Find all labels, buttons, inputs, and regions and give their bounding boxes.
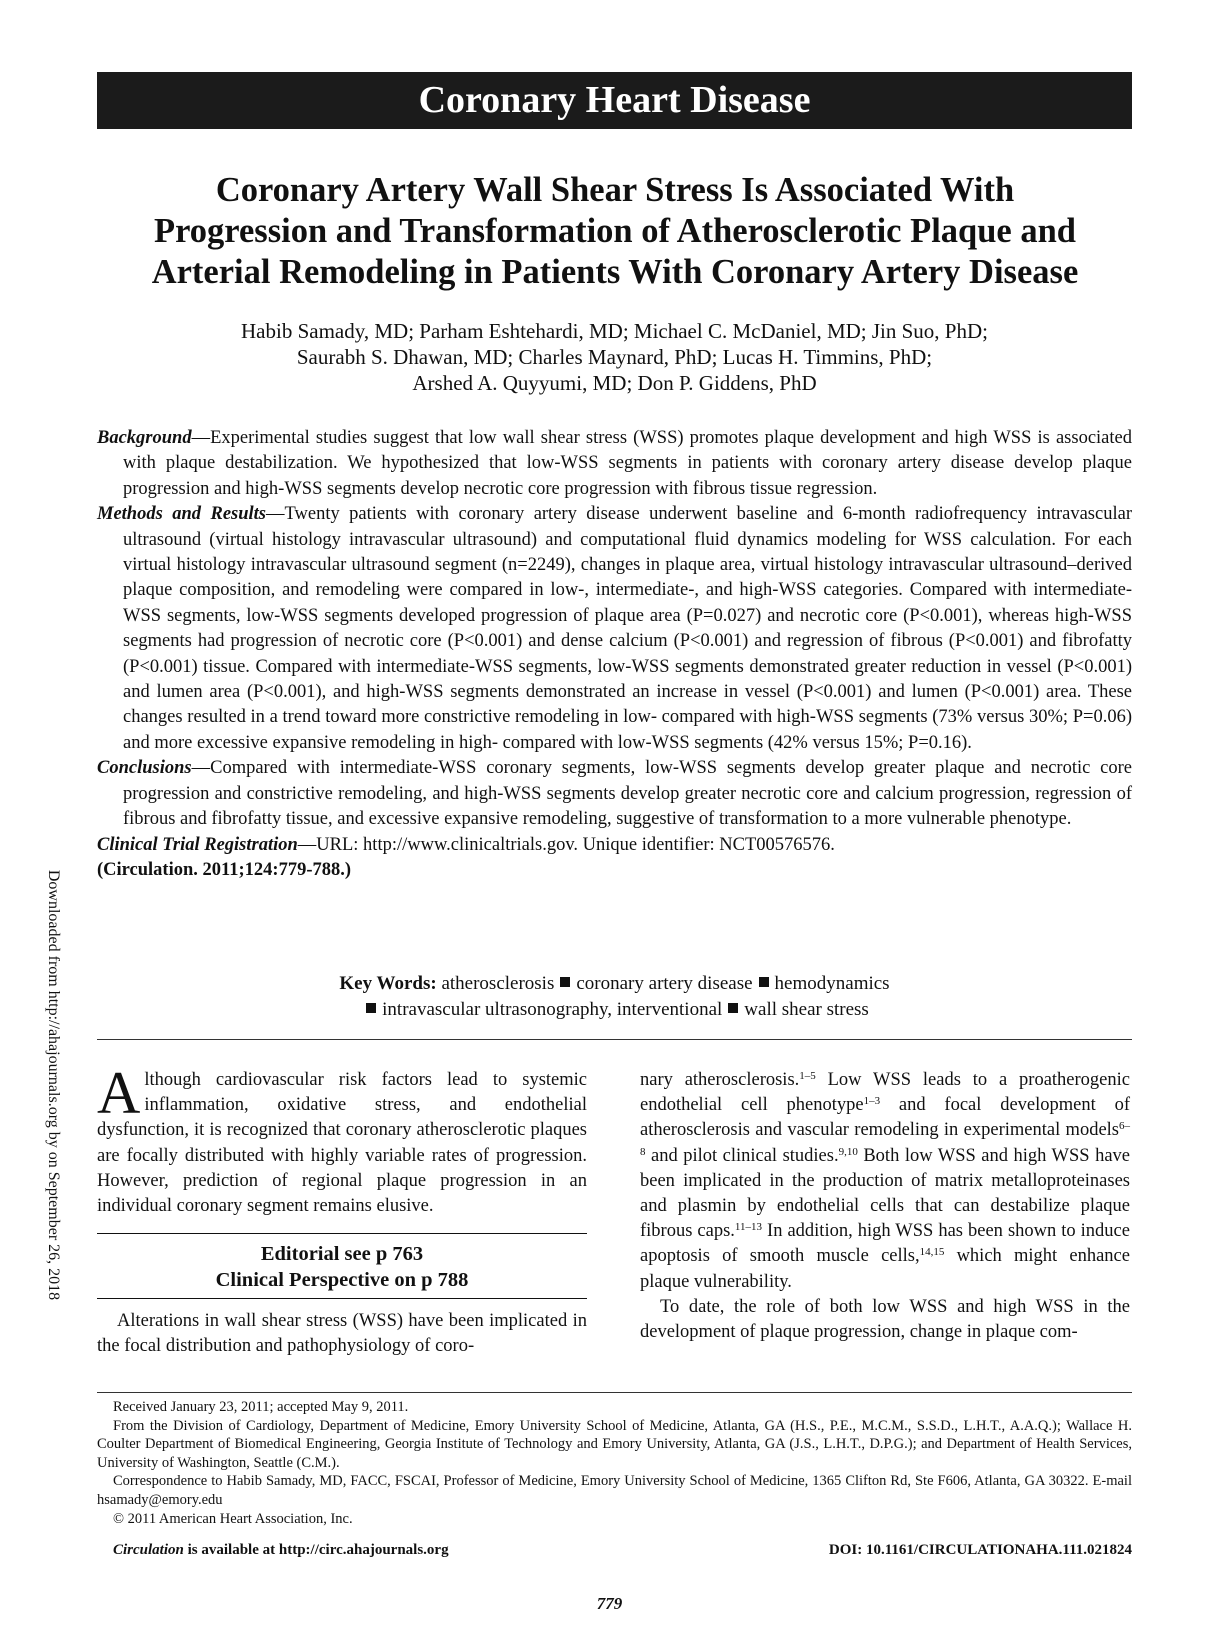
methods-text: —Twenty patients with coronary artery disease underwent baseline and 6-month radiofrequency intravascular ultrasound (virtual histology intravascular ultrasound) and computational fluid dynamics modeling for WSS calculation. For each virtual histology intravascular ultrasound segment (n=2249), changes in plaque area, virtual histology intravascular ultrasound–derived plaque composition, and remodeling were compared in low-, intermediate-, and high-WSS categories. Compared with intermediate-WSS segments, low-WSS segments developed progression of plaque area (P=0.027) and necrotic core (P<0.001), whereas high-WSS segments had progression of necrotic core (P<0.001) and dense calcium (P<0.001) and regression of fibrous (P<0.001) and fibrofatty (P<0.001) tissue. Compared with intermediate-WSS segments, low-WSS segments demonstrated greater reduction in vessel (P<0.001) and lumen area (P<0.001), and high-WSS segments demonstrated an increase in vessel (P<0.001) and lumen (P<0.001) area. These changes resulted in a trend toward more constrictive remodeling in low- compared with high-WSS segments (73% versus 30%; P=0.06) and more excessive expansive remodeling in high- compared with low-WSS segments (42% versus 15%; P=0.16). (123, 504, 1132, 753)
title-line: Progression and Transformation of Atherosclerotic Plaque and (154, 212, 1076, 250)
text-run: Low WSS leads to a proatherogenic endothelial cell phenotype (640, 1070, 1130, 1116)
section-banner: Coronary Heart Disease (97, 72, 1132, 129)
square-bullet-icon (728, 1003, 738, 1013)
text-run: nary atherosclerosis. (640, 1070, 800, 1090)
abstract-trial (97, 833, 1132, 858)
text-run: and pilot clinical studies. (645, 1145, 839, 1166)
editorial-link[interactable]: Editorial see p 763 (260, 1243, 424, 1266)
author-line: Habib Samady, MD; Parham Eshtehardi, MD; Michael C. McDaniel, MD; Jin Suo, PhD; (241, 319, 988, 343)
page-number: 779 (596, 1594, 623, 1613)
author-line: Arshed A. Quyyumi, MD; Don P. Giddens, PhD (412, 371, 817, 395)
footnote-received: Received January 23, 2011; accepted May 9, 2011. (113, 1399, 409, 1415)
clinical-perspective-link[interactable]: Clinical Perspective on p 788 (215, 1269, 469, 1292)
key-words-label: Key Words: (339, 973, 437, 994)
author-list (97, 318, 1132, 396)
abstract-methods (97, 502, 1132, 756)
square-bullet-icon (560, 977, 570, 987)
reference-link[interactable]: 14,15 (919, 1246, 945, 1259)
reference-link[interactable]: 1–3 (863, 1095, 881, 1108)
keyword: atherosclerosis (441, 973, 555, 994)
text-run: and focal development of atherosclerosis and vascular remodeling in experimental models (640, 1095, 1130, 1141)
journal-name: Circulation (113, 1542, 184, 1558)
intro-paragraph (97, 1060, 587, 1219)
footnote-copyright: © 2011 American Heart Association, Inc. (113, 1510, 353, 1527)
background-text: —Experimental studies suggest that low wall shear stress (WSS) promotes plaque development and high WSS is associated with plaque destabilization. We hypothesized that low-WSS segments in patients with coronary artery disease develop plaque progression and high-WSS segments develop necrotic core progression with fibrous tissue regression. (123, 428, 1132, 499)
footnote-divider (97, 1392, 1132, 1393)
abstract-background (97, 426, 1132, 502)
keyword: intravascular ultrasonography, interventional (382, 998, 723, 1020)
abstract-conclusions (97, 756, 1132, 832)
section-divider (97, 1039, 1132, 1040)
keyword: coronary artery disease (576, 973, 753, 994)
abstract (97, 426, 1132, 883)
trial-text: —URL: http://www.clinicaltrials.gov. Unique identifier: NCT00576576. (297, 834, 835, 855)
text-run: In addition, high WSS has been shown to induce apoptosis of smooth muscle cells, (640, 1221, 1130, 1267)
text-run: which might enhance plaque vulnerability. (640, 1246, 1130, 1292)
footnote-correspondence: Correspondence to Habib Samady, MD, FACC, FSCAI, Professor of Medicine, Emory University School of Medicine, 1365 Clifton Rd, Ste F606, Atlanta, GA 30322. E-mail hsamady@emory.edu (97, 1473, 1132, 1508)
footnote-affiliations: From the Division of Cardiology, Department of Medicine, Emory University School of Medicine, Atlanta, GA (H.S., P.E., M.C.M., S.S.D., L.H.T., A.A.Q.); Wallace H. Coulter Department of Biomedical Engineering, Georgia Institute of Technology and Emory University, Atlanta, GA (J.S., L.H.T., D.P.G.); and Department of Health Services, University of Washington, Seattle (C.M.). (97, 1417, 1132, 1471)
body-paragraph (640, 1068, 1130, 1295)
footnotes (97, 1398, 1132, 1528)
key-words-line-2 (97, 997, 1132, 1023)
journal-footer (113, 1542, 1132, 1559)
download-watermark: Downloaded from http://ahajournals.org by on September 26, 2018 (45, 869, 62, 1301)
intro-text: lthough cardiovascular risk factors lead to systemic inflammation, oxidative stress, and endothelial dysfunction, it is recognized that coronary atherosclerotic plaques are focally distributed with highly variable rates of progression. However, prediction of regional plaque progression in an individual coronary segment remains elusive. (97, 1070, 587, 1217)
methods-label: Methods and Results (97, 504, 266, 525)
editorial-box (97, 1233, 587, 1299)
trial-label: Clinical Trial Registration (97, 834, 298, 855)
article-title (80, 170, 1150, 293)
key-words (97, 971, 1132, 1022)
drop-cap: A (97, 1060, 141, 1126)
key-words-line-1 (97, 971, 1132, 997)
journal-url[interactable]: is available at http://circ.ahajournals.org (183, 1542, 449, 1558)
title-line: Coronary Artery Wall Shear Stress Is Associated With (215, 171, 1015, 209)
reference-link[interactable]: 1–5 (799, 1070, 816, 1082)
title-line: Arterial Remodeling in Patients With Coronary Artery Disease (151, 253, 1079, 291)
keyword: wall shear stress (744, 998, 869, 1020)
conclusions-label: Conclusions (97, 758, 192, 779)
body-column-right (640, 1068, 1130, 1345)
conclusions-text: —Compared with intermediate-WSS coronary segments, low-WSS segments develop greater plaque and necrotic core progression and constrictive remodeling, and high-WSS segments develop greater necrotic core and calcium progression, regression of fibrous and fibrofatty tissue, and excessive expansive remodeling, suggestive of transformation to a more vulnerable phenotype. (123, 758, 1132, 830)
citation: (Circulation. 2011;124:779-788.) (97, 859, 352, 880)
reference-link[interactable]: 6–8 (640, 1120, 1130, 1158)
reference-link[interactable]: 11–13 (734, 1221, 763, 1234)
keyword: hemodynamics (774, 973, 890, 994)
square-bullet-icon (759, 977, 769, 987)
background-label: Background (97, 428, 192, 448)
journal-availability (113, 1542, 449, 1559)
square-bullet-icon (366, 1003, 376, 1013)
reference-link[interactable]: 9,10 (838, 1145, 858, 1158)
body-paragraph: To date, the role of both low WSS and high WSS in the development of plaque progression, change in plaque com- (640, 1296, 1130, 1343)
doi[interactable]: DOI: 10.1161/CIRCULATIONAHA.111.021824 (828, 1542, 1132, 1558)
author-line: Saurabh S. Dhawan, MD; Charles Maynard, PhD; Lucas H. Timmins, PhD; (296, 345, 933, 369)
body-paragraph: Alterations in wall shear stress (WSS) have been implicated in the focal distribution and pathophysiology of coro- (97, 1311, 587, 1357)
text-run: Both low WSS and high WSS have been implicated in the production of matrix metalloproteinases and plasmin by endothelial cells that can destabilize plaque fibrous caps. (640, 1145, 1130, 1242)
body-column-left (97, 1060, 587, 1360)
